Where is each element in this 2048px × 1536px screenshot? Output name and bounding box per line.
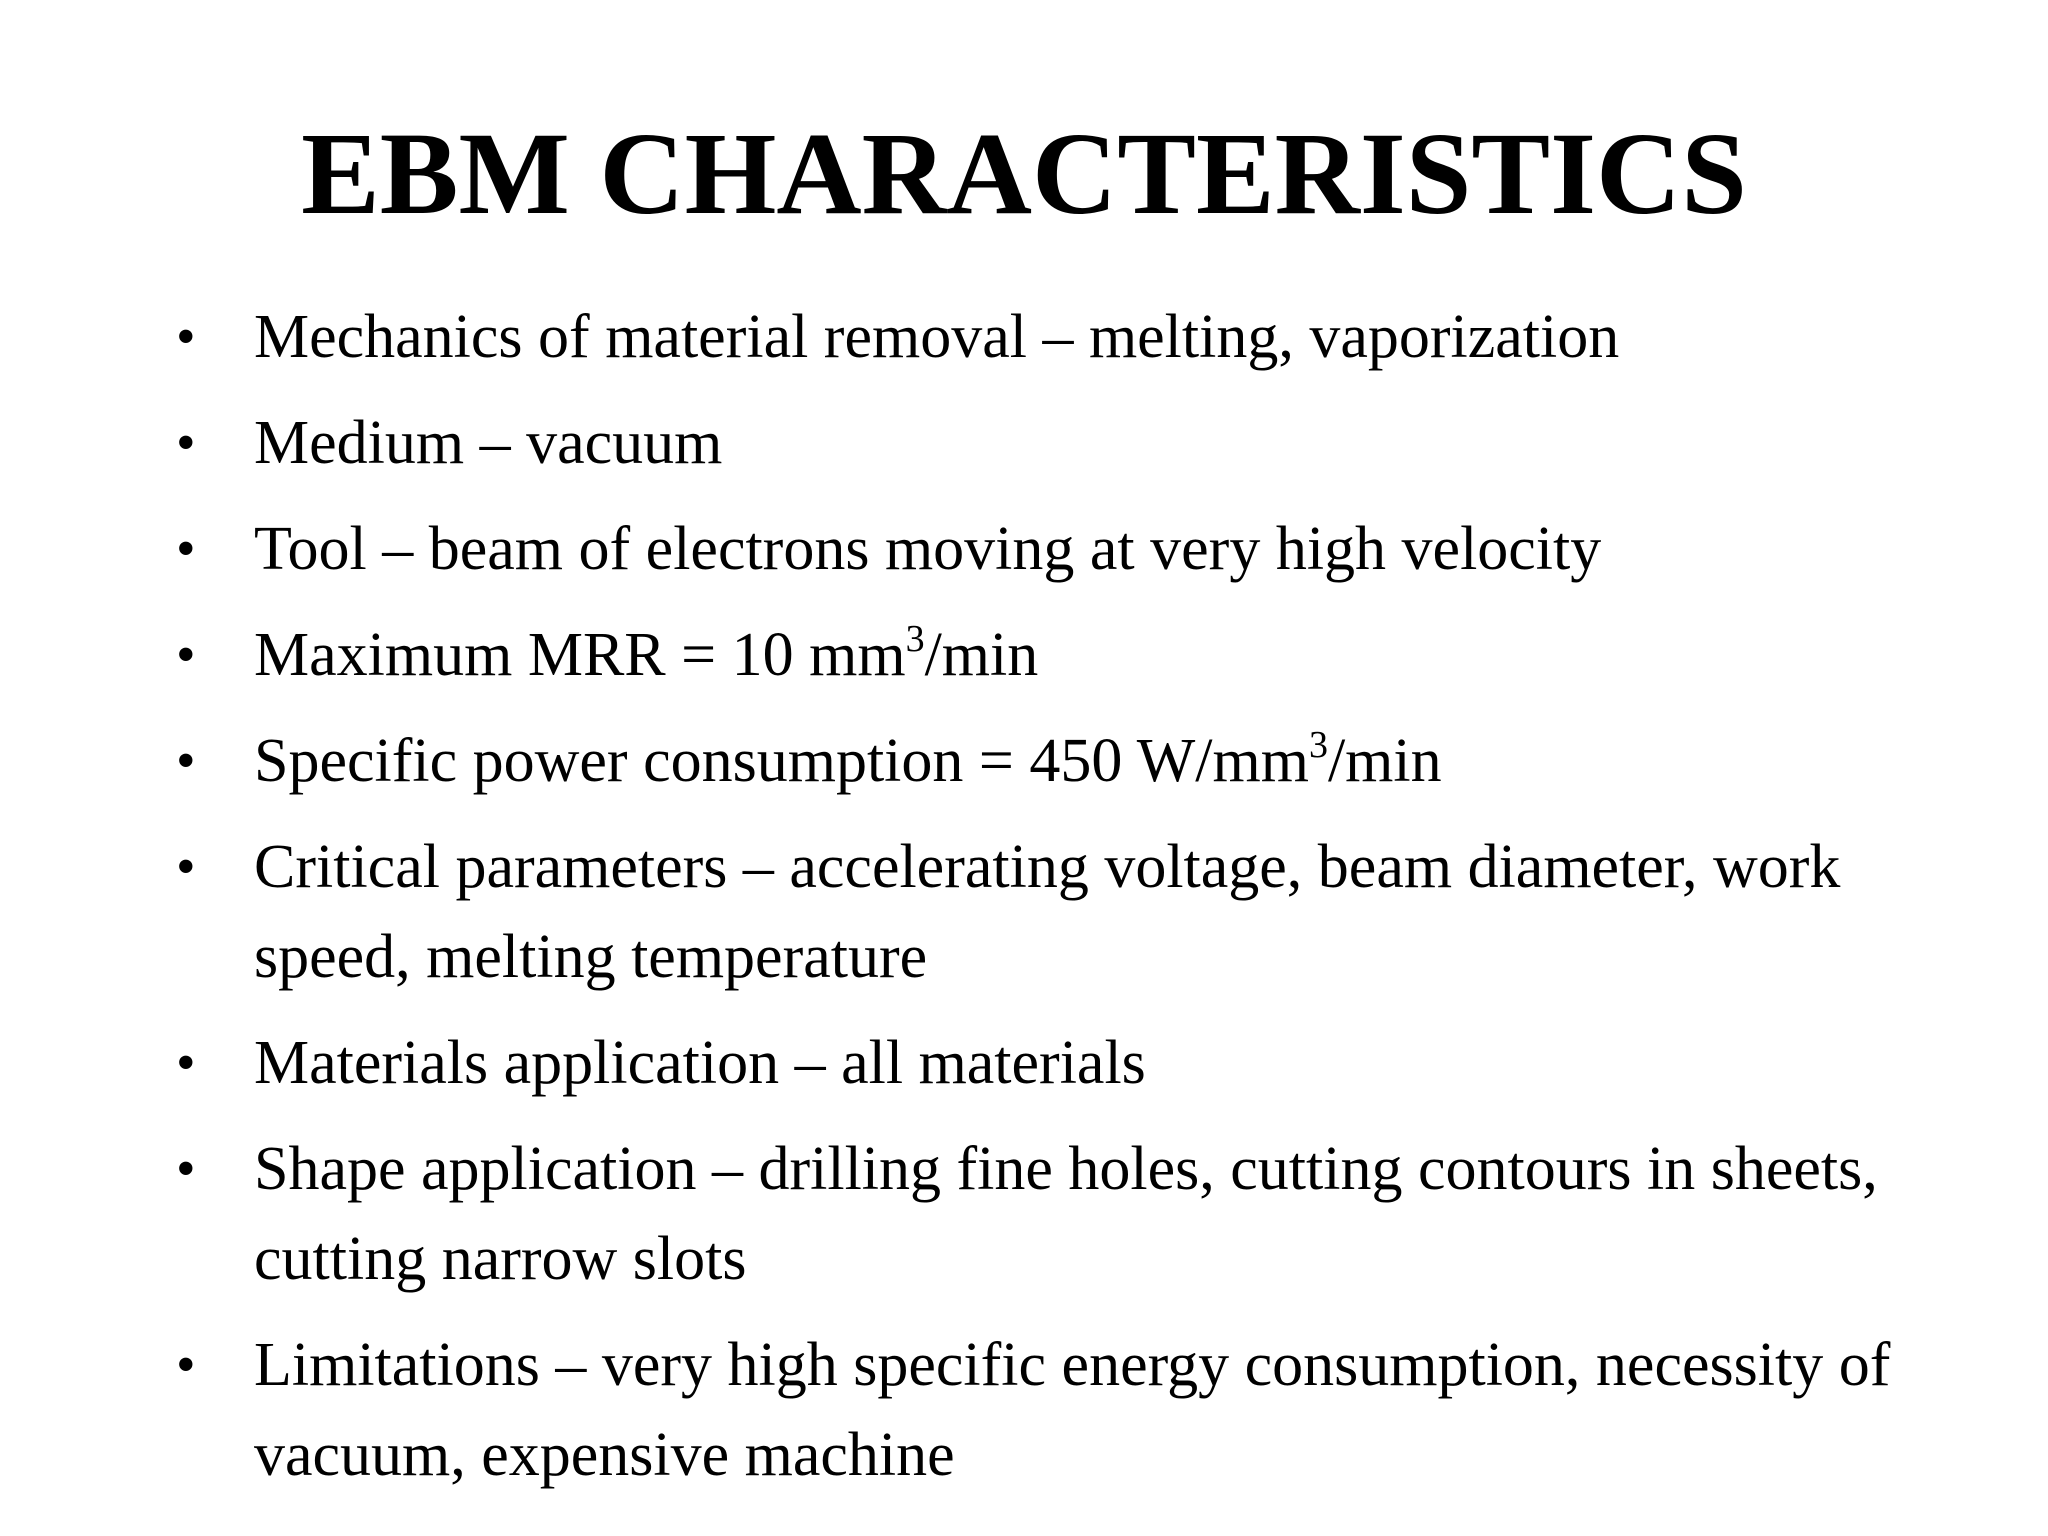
bullet-text: [254, 716, 1994, 806]
bullet-line: cutting narrow slots: [254, 1225, 747, 1293]
bullet-text: [254, 1018, 1994, 1108]
bullet-text: [254, 822, 1994, 1002]
bullet-text: [254, 1124, 1994, 1304]
bullet-line: [254, 610, 1994, 700]
bullet-dot-icon: •: [176, 518, 196, 580]
bullet-line: Critical parameters – accelerating voltage, beam diameter, work: [254, 833, 1841, 901]
bullet-line: Limitations – very high specific energy consumption, necessity of: [254, 1331, 1891, 1399]
bullet-text: [254, 398, 1994, 488]
bullet-dot-icon: •: [176, 730, 196, 792]
bullet-line: [254, 716, 1994, 806]
bullet-dot-icon: •: [176, 306, 196, 368]
bullet-text: [254, 504, 1994, 594]
bullet-text-suffix: /min: [1327, 727, 1442, 795]
superscript: 3: [905, 618, 925, 660]
bullet-text: [254, 1320, 1994, 1500]
bullet-text: [254, 292, 1994, 382]
bullet-line: speed, melting temperature: [254, 923, 928, 991]
bullet-text-prefix: Maximum MRR = 10 mm: [254, 621, 906, 689]
bullet-text: [254, 610, 1994, 700]
bullet-dot-icon: •: [176, 1032, 196, 1094]
slide-title: EBM CHARACTERISTICS: [301, 108, 1747, 239]
bullet-dot-icon: •: [176, 1138, 196, 1200]
bullet-line: vacuum, expensive machine: [254, 1421, 955, 1489]
bullet-dot-icon: •: [176, 1334, 196, 1396]
bullet-line: Materials application – all materials: [254, 1029, 1146, 1097]
bullet-line: Medium – vacuum: [254, 409, 723, 477]
bullet-dot-icon: •: [176, 412, 196, 474]
superscript: 3: [1308, 724, 1328, 766]
bullet-line: Shape application – drilling fine holes, cutting contours in sheets,: [254, 1135, 1878, 1203]
bullet-dot-icon: •: [176, 836, 196, 898]
bullet-text-prefix: Specific power consumption = 450 W/mm: [254, 727, 1309, 795]
bullet-line: Mechanics of material removal – melting, vaporization: [254, 303, 1620, 371]
bullet-line: Tool – beam of electrons moving at very high velocity: [254, 515, 1602, 583]
bullet-dot-icon: •: [176, 624, 196, 686]
bullet-text-suffix: /min: [924, 621, 1039, 689]
